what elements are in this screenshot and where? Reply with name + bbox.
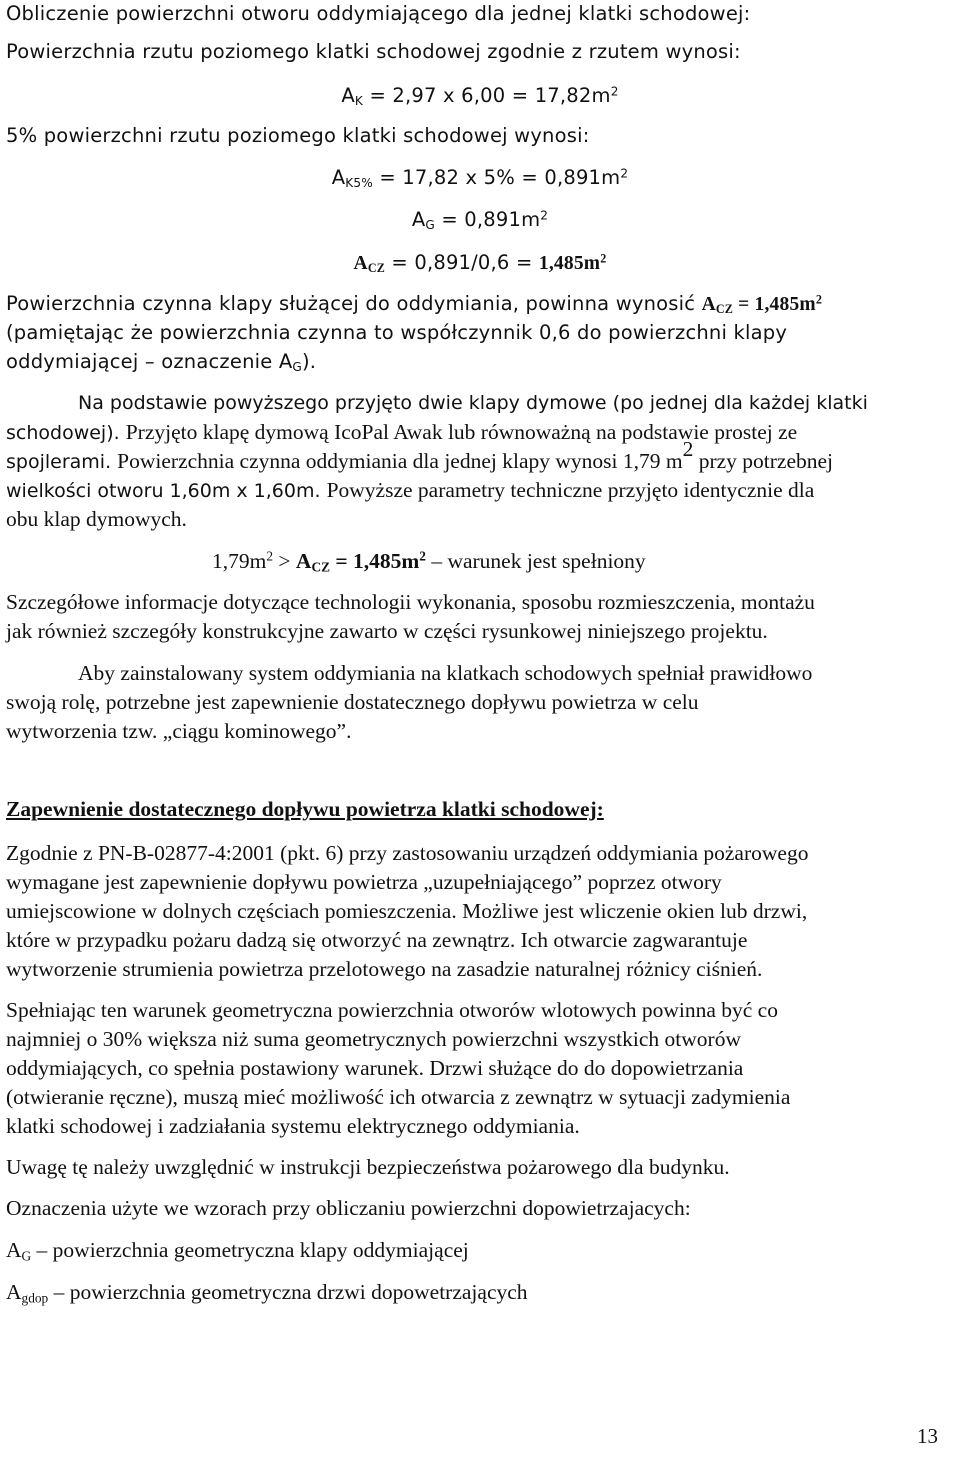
paragraph-inlets-line1: Spełniając ten warunek geometryczna powierzchnia otworów wlotowych powinna być co [6, 998, 778, 1022]
formula-ak5: $A_{K5\%} = 17,82$ x $5\% = 0,891m^2$ [331, 166, 629, 191]
paragraph-vents-line3: spojlerami. Powierzchnia czynna oddymiania dla jednej klapy wynosi 1,79 $m^2$ przy potrzebnej [6, 437, 834, 473]
paragraph-details-line2: jak również szczegóły konstrukcyjne zawarto w części rysunkowej niniejszego projektu. [6, 619, 768, 643]
formula-acz: $A_{CZ} = 0,891/0,6 = 1,485m^2$ [353, 251, 607, 276]
formula-ag: $A_G = 0,891m^2$ [411, 208, 549, 233]
paragraph-vents-line4: wielkości otworu 1,60m x 1,60m. Powyższe parametry techniczne przyjęto identycznie dla [6, 478, 815, 502]
paragraph-chimney-line2: swoją rolę, potrzebne jest zapewnienie dostatecznego dopływu powietrza w celu [6, 690, 699, 714]
paragraph-inlets-line2: najmniej o 30% większa niż suma geometrycznych powierzchni wszystkich otworów [6, 1027, 741, 1051]
paragraph-inlets-line3: oddymiających, co spełnia postawiony warunek. Drzwi służące do do dopowietrzania [6, 1056, 744, 1080]
paragraph-inlets-line5: klatki schodowej i zadziałania systemu elektrycznego oddymiania. [6, 1114, 580, 1138]
definition-agdop: $A_{gdop}$ – powierzchnia geometryczna drzwi dopowetrzających [6, 1280, 528, 1306]
paragraph-vents-line5: obu klap dymowych. [6, 507, 187, 531]
paragraph-standard-line3: umiejscowione w dolnych częściach pomieszczenia. Możliwe jest wliczenie okien lub drzwi, [6, 899, 808, 923]
paragraph-inlets-line4: (otwieranie ręczne), muszą mieć możliwość ich otwarcia z zewnątrz w sytuacji zadymienia [6, 1085, 791, 1109]
paragraph-active-area-line3: oddymiającej – oznaczenie $A_G$). [6, 350, 317, 375]
paragraph-chimney-line3: wytworzenia tzw. „ciągu kominowego”. [6, 719, 352, 743]
definition-ag: $A_G$ – powierzchnia geometryczna klapy oddymiającej [6, 1238, 469, 1264]
formula-condition: $1,79m^2 > A_{CZ} = 1,485m^2$ – warunek jest spełniony [212, 548, 646, 575]
paragraph-five-percent: 5% powierzchni rzutu poziomego klatki schodowej wynosi: [6, 124, 590, 147]
paragraph-standard-line1: Zgodnie z PN-B-02877-4:2001 (pkt. 6) przy zastosowaniu urządzeń oddymiania pożarowego [6, 841, 809, 865]
paragraph-vents-line2: schodowej). Przyjęto klapę dymową IcoPal Awak lub równoważną na podstawie prostej ze [6, 420, 798, 444]
page-number: 13 [917, 1424, 938, 1448]
paragraph-standard-line2: wymagane jest zapewnienie dopływu powietrza „uzupełniającego” poprzez otwory [6, 870, 722, 894]
paragraph-notation-intro: Oznaczenia użyte we wzorach przy obliczaniu powierzchni dopowietrzajacych: [6, 1196, 691, 1220]
paragraph-standard-line5: wytworzenie strumienia powietrza przelotowego na zasadzie naturalnej różnicy ciśnień. [6, 957, 763, 981]
paragraph-chimney-line1: Aby zainstalowany system oddymiania na klatkach schodowych spełniał prawidłowo [78, 661, 813, 685]
paragraph-standard-line4: które w przypadku pożaru dadzą się otworzyć na zewnątrz. Ich otwarcie zagwarantuje [6, 928, 748, 952]
paragraph-area-statement: Powierzchnia rzutu poziomego klatki schodowej zgodnie z rzutem wynosi: [6, 40, 741, 63]
formula-ak: $A_K = 2,97$ x $6,00 = 17,82m^2$ [341, 84, 619, 109]
paragraph-vents-line1: Na podstawie powyższego przyjęto dwie klapy dymowe (po jednej dla każdej klatki [78, 392, 868, 414]
paragraph-active-area-line2: (pamiętając że powierzchnia czynna to współczynnik 0,6 do powierzchni klapy [6, 321, 788, 344]
section-heading: Zapewnienie dostatecznego dopływu powietrza klatki schodowej: [6, 797, 604, 821]
paragraph-active-area-line1: Powierzchnia czynna klapy służącej do oddymiania, powinna wynosić $A_{CZ} = 1,485m^2$ [6, 292, 823, 317]
paragraph-intro: Obliczenie powierzchni otworu oddymiającego dla jednej klatki schodowej: [6, 2, 751, 25]
paragraph-note: Uwagę tę należy uwzględnić w instrukcji bezpieczeństwa pożarowego dla budynku. [6, 1155, 730, 1179]
paragraph-details-line1: Szczegółowe informacje dotyczące technologii wykonania, sposobu rozmieszczenia, montażu [6, 590, 815, 614]
